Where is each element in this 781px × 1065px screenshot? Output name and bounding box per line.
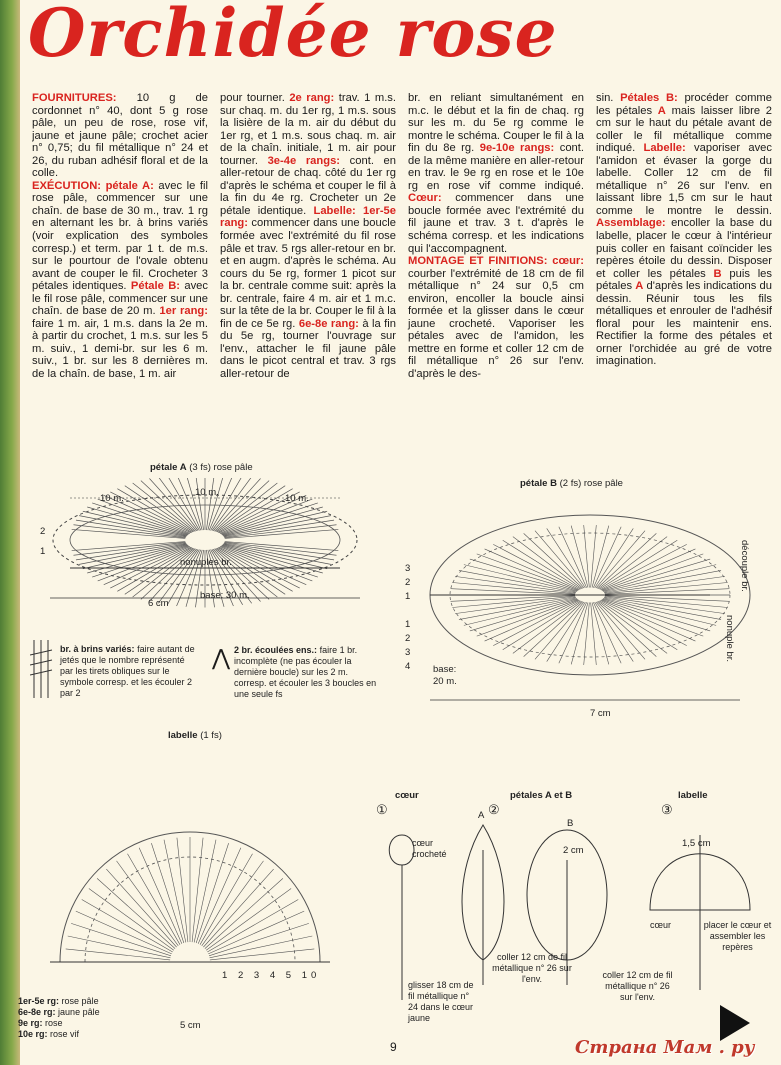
text-column-2 [220,92,396,437]
stitch-line [599,601,677,650]
stitch-line [603,599,710,631]
stitch-line [451,596,575,602]
text-run: Cœur: [408,192,442,205]
text-run: 10 g de cordonnet n° 40, dont 5 g rose pâle, un peu de rose, rose vif, jaune et jaune pâle; crochet acier n° 0,75; du fil métallique n° 24 et 26, du ruban adhésif floral et de la colle. [32,92,208,180]
stitch-line [584,602,590,664]
page-title: Orchidée rose [28,0,558,72]
assembly-labelle-title: labelle [678,790,708,801]
text-run: B [713,267,722,280]
text-run: cont. de la même manière en aller-retour en trav. le 9e rg en rose et le 10e rg en rose vif comme indiqué. [408,142,584,192]
petal-a-m10-left: 10 m. [100,493,124,504]
stitch-line [597,602,656,657]
labelle-diagram [40,742,340,992]
stitch-line [464,598,577,625]
stitch-line [470,559,577,591]
text-run: br. en reliant simultanément en m.c. le début et la fin de chaq. rg sur les m. du 5e rg comme le montre le schéma. Couper le fil à la fin du 8e rg. [408,92,584,155]
heart-crocheted-label: cœur crocheté [412,838,447,859]
text-run: Labelle: 1er-5e rang: [220,204,396,230]
petal-b-width: 7 cm [590,708,611,719]
stitch-line [602,554,703,591]
petals-wire-instruction: coller 12 cm de fil métallique n° 26 sur l'env. [492,952,572,984]
text-run: cont. en aller-retour de chaq. côté du 1er rg d'après le schéma et couper le fil à la fin du 4e rg. Crocheter un 2e pétale identique. [220,154,397,217]
labelle-row-numbers: 1 2 3 4 5 10 [222,970,321,981]
text-run: encoller la base du labelle, placer le cœur à l'intérieur puis coller en faisant coïncider les repères étoile du dessin. Disposer et coller les pétales [596,217,772,280]
stitch-line [605,596,729,602]
stitch-line [212,478,252,531]
assembly-petals-title: pétales A et B [510,790,573,801]
petal-b-rows: 3 2 1 1 2 3 4 [405,563,411,672]
text-column-4 [596,92,772,437]
stitch-line [598,601,667,653]
stitch-line [591,602,597,664]
stitch-line [206,889,291,951]
petal-a-base: base: 30 m. [200,590,250,601]
heart-marker-label: cœur [650,920,671,930]
step-2-marker: ② [488,802,500,817]
stitch-line [591,525,597,587]
text-run: puis les pétales [596,267,772,293]
text-run: sin. [596,92,621,104]
petal-b-base-count: 20 m. [433,676,457,687]
text-run: MONTAGE ET FINITIONS: [408,255,548,268]
text-run: 6e-8e rang: [298,317,359,330]
text-run: commencer dans une boucle formée avec l'extrémité du fil rose pâle et trav. 5 rgs aller-retour en br. et en augm. d'après le schéma. Au cours du 5e rg, former 1 picot sur la br. centrale comme suit: après la br. centrale, faire 4 m. air et 1 m.c. sur la tête de la br. Couper le fil à la fin de ce 5e rg. [220,217,396,330]
stitch-line [600,600,686,645]
stitch-line [524,533,583,588]
petal-a-width: 6 cm [148,598,169,609]
stitch-line [224,544,331,565]
labelle-caption: labelle (1 fs) [168,730,222,741]
labelle-color-legend: 1er-5e rg: rose pâle 6e-8e rg: jaune pâle 9e rg: rose 10e rg: rose vif [18,996,100,1039]
assembly-coeur-title: cœur [395,790,419,801]
petal-a-m10-center: 10 m. [195,487,219,498]
stitch-line [605,589,729,595]
stitch-line [477,554,578,591]
stitch-line [571,602,588,664]
petal-a-caption: pétale A (3 fs) rose pâle [150,462,253,473]
stitch-line [206,478,214,530]
stitch-line [584,525,590,587]
stitch-line [493,600,579,645]
petal-b-diagram [400,495,770,725]
text-run: 1er rang: [159,305,208,318]
stitch-line [79,516,186,537]
text-run: A [657,104,666,117]
stitch-line [596,531,645,588]
varied-treble-symbol-icon [30,640,54,700]
text-run: courber l'extrémité de 18 cm de fil métallique n° 24 sur 0,5 cm environ, encoller la boucle ainsi formée et la glisser dans le cœur jaune crocheté. Vaporiser les pétales avec de l'amidon, les mettre en forme et coller 12 cm de fil métallique n° 26 sur l'env. d'après le des- [408,267,584,381]
stitch-line [513,537,582,589]
step-1-marker: ① [376,802,388,817]
text-run: Pétale B: [130,280,181,293]
stitch-line [503,601,581,650]
stitch-line [493,544,579,589]
text-run: procéder comme les pétales [596,92,772,117]
stitch-line [195,478,203,530]
text-column-3 [408,92,584,437]
site-watermark: Страна Мам . ру [575,1037,755,1058]
stitch-line [451,589,575,595]
text-run: pour tourner. [220,92,290,104]
stitch-line [571,526,588,588]
stitch-line [592,602,609,664]
stitch-line [598,537,667,589]
diagrams-area [0,440,781,1065]
petal-b-nonuple: nonuple br. [724,615,735,663]
text-run: A [635,280,644,293]
petal-b-letter: B [567,818,574,829]
stitch-line [202,861,264,946]
petal-a-nonuples: nonuples br. [180,557,232,568]
petal-a-row-2: 2 [40,526,46,537]
step-3-marker: ③ [661,802,673,817]
stitch-line [207,900,298,953]
labelle-wire-instruction: coller 12 cm de fil métallique n° 26 sur l'env. [602,970,673,1002]
text-run: Assemblage: [596,217,666,230]
text-column-1 [32,92,208,437]
stitch-line [600,544,686,589]
text-run: trav. 1 m.s. sur chaq. m. du 1er rg, 1 m.s. sous la lisière de la m. air du début du 1er rg, et 1 m.s. sous chaq. m. air de la chaîn. initiale, 1 m. air pour tourner. [220,92,397,167]
text-run: 3e-4e rangs: [267,154,341,167]
stitch-line [535,531,584,588]
text-run: EXÉCUTION: pétale A: [32,179,154,192]
stitch-line [513,601,582,653]
assemble-markers-instruction: placer le cœur et assembler les repères [703,920,772,952]
labelle-width: 5 cm [180,1020,201,1031]
text-run: 2e rang: [289,92,335,104]
text-run: faire 1 m. air, 1 m.s. dans la 2e m. à partir du crochet, 1 m.s. sur les 5 m. suiv., 1 demi-br. sur les 6 m. suiv., 1 br. sur les 8 dernières m. de la chaîn. de base, 1 m. air [32,317,208,381]
stitch-line [604,598,717,625]
stitch-line [559,527,587,588]
petal-b-decouple: découple br. [739,540,750,592]
petal-a-row-1: 1 [40,546,46,557]
text-run: mais laisser libre 2 cm sur le haut du pétale avant de coller le fil métallique comme indiqué. [596,104,772,155]
stitch-line [602,599,703,636]
text-run: avec le fil rose pâle, commencer sur une chaîn. de base de 30 m., trav. 1 rg en alternant les br. à brins variés (voir explication des symboles corresp.) et term. par 1 t. de m.s. sur le pourtour de l'ovale obtenu avant de couper le fil. Crocheter 3 pétales identiques. [32,179,208,293]
stitch-line [158,478,198,531]
stitch-line [603,559,710,591]
stitch-line [597,533,656,588]
two-cm-label: 2 cm [563,845,584,856]
petal-b-caption: pétale B (2 fs) rose pâle [520,478,623,489]
text-run: 9e-10e rangs: [479,142,555,155]
stitch-line [524,602,583,657]
stitch-line [464,565,577,592]
page-number: 9 [390,1040,397,1054]
stitch-line [596,602,645,659]
two-trebles-together-icon: ⋀ [212,645,231,670]
text-run: d'après les indications du dessin. Réunir tous les fils métalliques et enrouler de l'adhésif floral pour les maintenir ens. Rectifier la forme des pétales et orner l'orchidée au gré de votre imagination. [596,280,772,368]
next-page-arrow-icon [720,1005,750,1041]
stitch-line [89,889,174,951]
stitch-line [593,602,621,663]
stitch-line [470,599,577,631]
stitch-line [592,526,609,588]
text-run: avec le fil rose pâle, commencer sur une chaîn. de base de 20 m. [32,280,208,318]
instructions-text [32,92,772,437]
text-run: Labelle: [643,142,686,155]
stitch-line [200,854,253,945]
stitch-line [559,602,587,663]
stitch-line [599,540,677,589]
text-run: à la fin du 5e rg, tourner l'ouvrage sur l'env., attacher le fil jaune pâle dans le picot central et trav. 3 rgs aller-retour de [220,317,396,381]
stitch-line [82,900,173,953]
text-run: FOURNITURES: [32,92,117,104]
text-run: commencer dans une boucle formée avec l'extrémité du fil jaune et trav. 3 t. d'après le schéma corresp. et les indications qui l'accompagnent. [408,192,584,255]
stitch-line [535,602,584,659]
text-run: cœur: [552,255,584,268]
text-run: Pétales B: [620,92,678,104]
stitch-line [224,516,331,537]
text-run: vaporiser avec l'amidon et évaser la gorge du labelle. Coller 12 cm de fil métallique n° 26 sur l'env. en laissant libre 1,5 cm sur le haut comme le montre le dessin. [596,142,772,217]
stitch-line [79,544,186,565]
stitch-line [604,565,717,592]
petal-a-letter: A [478,810,485,821]
petal-b-base: base: [433,664,457,675]
legend-two-trebles: 2 br. écoulées ens.: faire 1 br. incomplète (ne pas écouler la dernière boucle) sur les 2 m. corresp. et écouler les 3 boucles en une seule fs [234,645,377,699]
stitch-line [117,861,179,946]
stitch-line [477,599,578,636]
petal-a-m10-right: 10 m. [285,493,309,504]
stitch-line [593,527,621,588]
legend-varied-trebles: br. à brins variés: faire autant de jetés que le nombre représenté par les tirets obliques sur le symbole corresp. et les écouler 2 par 2 [60,644,195,698]
heart-wire-instruction: glisser 18 cm de fil métallique n° 24 dans le cœur jaune [408,980,474,1023]
stitch-line [503,540,581,589]
one-five-cm-label: 1,5 cm [682,838,711,849]
stitch-line [128,854,181,945]
